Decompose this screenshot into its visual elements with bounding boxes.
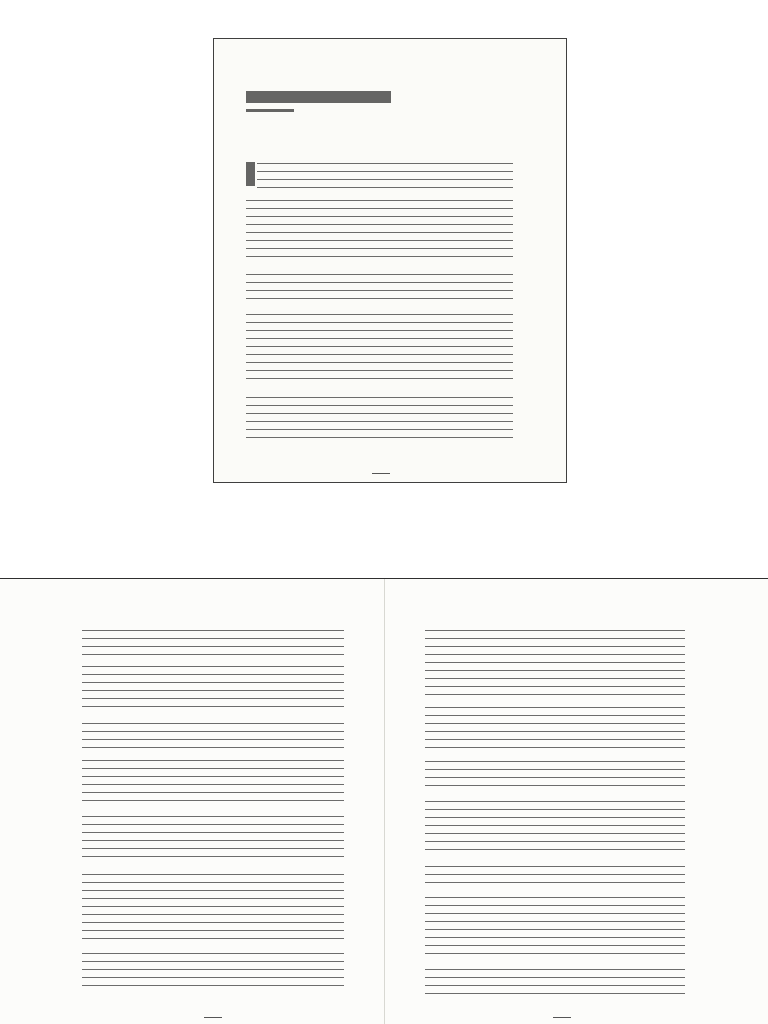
two-page-spread <box>0 578 768 1024</box>
right-column-paragraph <box>425 630 685 696</box>
paragraph-block <box>246 200 513 258</box>
page-number-marker <box>372 473 390 474</box>
right-column-paragraph <box>425 761 685 786</box>
paragraph-block <box>246 397 513 439</box>
left-column-paragraph <box>82 723 344 748</box>
left-column-paragraph <box>82 816 344 858</box>
page-image-panel <box>213 38 567 483</box>
right-column-paragraph <box>425 801 685 851</box>
right-column-paragraph <box>425 866 685 883</box>
page-spine <box>384 579 385 1024</box>
paragraph-block <box>246 314 513 379</box>
paragraph-block <box>257 163 513 189</box>
drop-cap-block <box>246 162 255 186</box>
left-column-paragraph <box>82 760 344 802</box>
left-column-paragraph <box>82 630 344 655</box>
right-page-number-marker <box>553 1017 571 1018</box>
author-block <box>246 109 294 112</box>
right-column-paragraph <box>425 897 685 955</box>
left-column-paragraph <box>82 874 344 939</box>
left-column-paragraph <box>82 953 344 987</box>
right-column-paragraph <box>425 969 685 995</box>
left-page-number-marker <box>204 1017 222 1018</box>
right-column-paragraph <box>425 707 685 749</box>
title-block <box>246 91 391 103</box>
left-column-paragraph <box>82 666 344 708</box>
paragraph-block <box>246 274 513 299</box>
